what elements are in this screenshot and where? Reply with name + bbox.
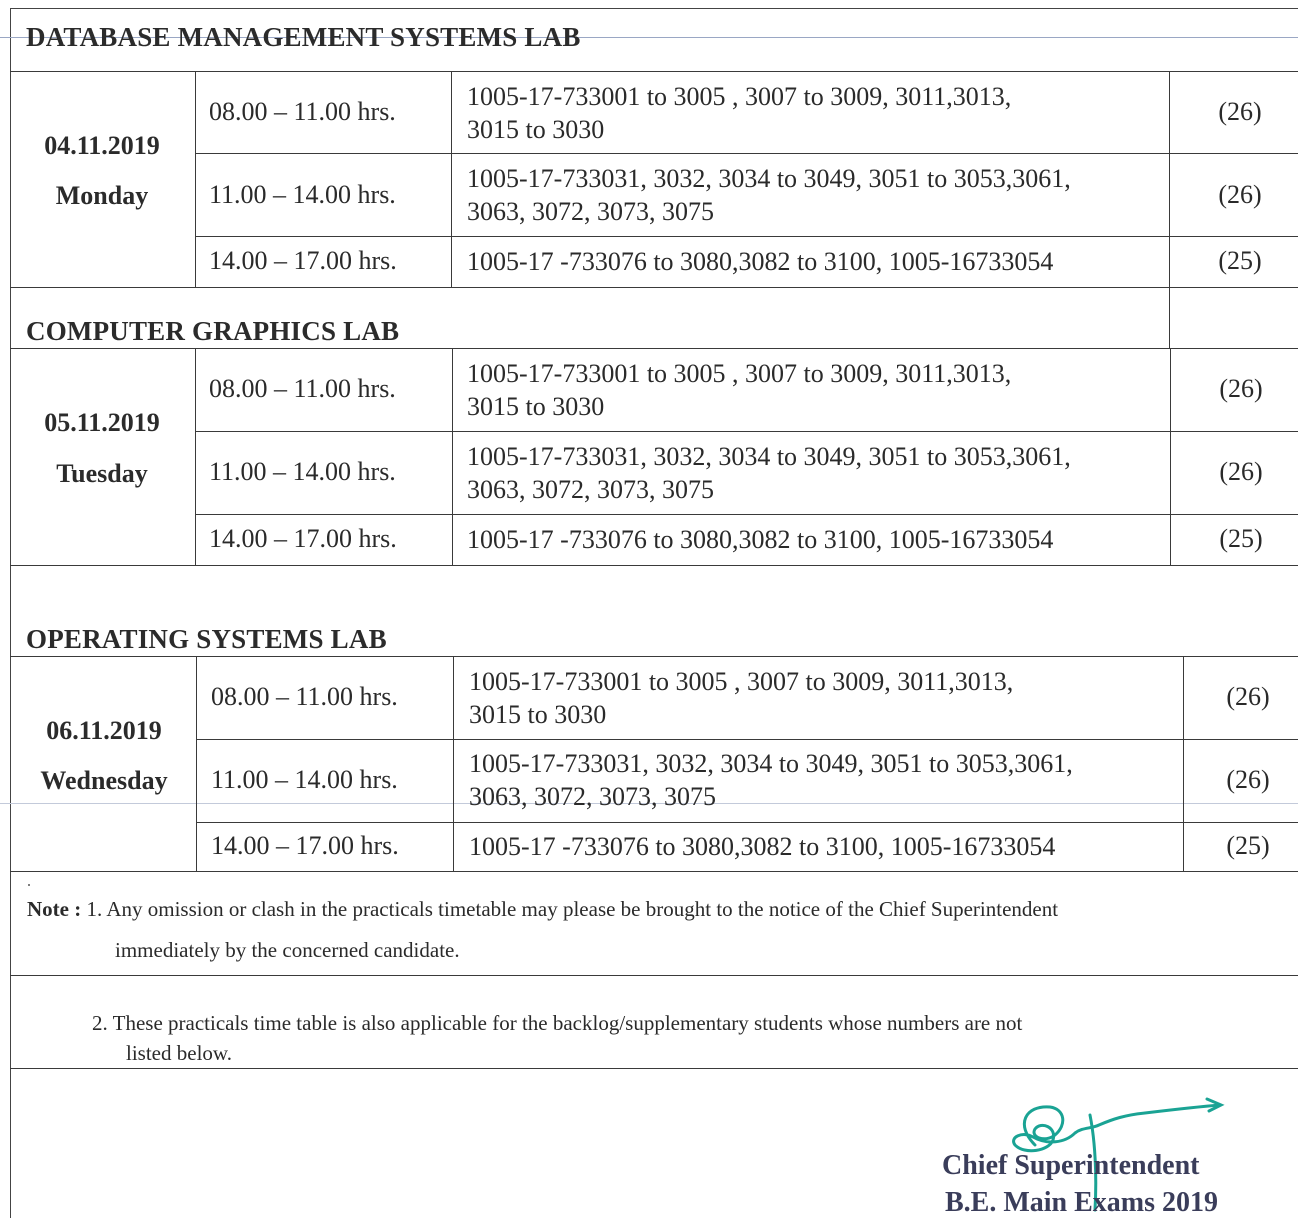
speck bbox=[28, 884, 30, 886]
rule bbox=[452, 348, 453, 565]
note-label: Note : bbox=[27, 897, 82, 921]
roll-numbers: 1005-17-733001 to 3005 , 3007 to 3009, 3011,3013, 3015 to 3030 bbox=[467, 359, 1012, 421]
candidate-count: (26) bbox=[1218, 97, 1262, 126]
roll-numbers: 1005-17 -733076 to 3080,3082 to 3100, 1005-16733054 bbox=[469, 832, 1056, 861]
roll-numbers: 1005-17-733001 to 3005 , 3007 to 3009, 3011,3013, 3015 to 3030 bbox=[467, 82, 1012, 144]
section-title-dbms: DATABASE MANAGEMENT SYSTEMS LAB bbox=[26, 22, 581, 52]
section-title-os: OPERATING SYSTEMS LAB bbox=[26, 624, 387, 654]
slot-time: 08.00 – 11.00 hrs. bbox=[209, 97, 396, 126]
rule bbox=[195, 348, 196, 565]
rule bbox=[10, 871, 1298, 872]
rule bbox=[196, 739, 1298, 740]
candidate-count: (26) bbox=[1226, 765, 1270, 794]
exam-day: Wednesday bbox=[40, 766, 168, 795]
candidate-count: (26) bbox=[1219, 457, 1263, 486]
exam-date: 04.11.2019 bbox=[44, 131, 160, 160]
rule bbox=[10, 1068, 1298, 1069]
rule bbox=[196, 656, 197, 871]
rule bbox=[10, 287, 1298, 288]
rule bbox=[10, 71, 1298, 72]
slot-time: 08.00 – 11.00 hrs. bbox=[209, 374, 396, 403]
slot-time: 08.00 – 11.00 hrs. bbox=[211, 682, 398, 711]
rule bbox=[10, 975, 1298, 976]
note-2-line-2: listed below. bbox=[126, 1041, 232, 1065]
rule bbox=[1183, 656, 1184, 871]
roll-numbers: 1005-17 -733076 to 3080,3082 to 3100, 1005-16733054 bbox=[467, 525, 1054, 554]
section-title-graphics: COMPUTER GRAPHICS LAB bbox=[26, 316, 400, 346]
slot-time: 14.00 – 17.00 hrs. bbox=[209, 524, 397, 553]
candidate-count: (26) bbox=[1226, 682, 1270, 711]
rule bbox=[10, 565, 1298, 566]
rule bbox=[10, 348, 1298, 349]
candidate-count: (25) bbox=[1218, 246, 1262, 275]
exam-day: Tuesday bbox=[56, 459, 148, 488]
slot-time: 14.00 – 17.00 hrs. bbox=[211, 831, 399, 860]
candidate-count: (26) bbox=[1218, 180, 1262, 209]
roll-numbers: 1005-17 -733076 to 3080,3082 to 3100, 1005-16733054 bbox=[467, 247, 1054, 276]
rule bbox=[195, 431, 1298, 432]
rule bbox=[1169, 71, 1170, 287]
signature-subtitle: B.E. Main Exams 2019 bbox=[945, 1187, 1219, 1218]
rule bbox=[195, 514, 1298, 515]
slot-time: 11.00 – 14.00 hrs. bbox=[211, 765, 398, 794]
candidate-count: (25) bbox=[1226, 831, 1270, 860]
rule bbox=[453, 656, 454, 871]
rule bbox=[1169, 287, 1170, 348]
candidate-count: (26) bbox=[1219, 374, 1263, 403]
rule bbox=[451, 71, 452, 287]
rule bbox=[1170, 348, 1171, 565]
rule bbox=[195, 236, 1298, 237]
candidate-count: (25) bbox=[1219, 524, 1263, 553]
signature-title: Chief Superintendent bbox=[942, 1150, 1200, 1181]
note-2-line-1: 2. These practicals time table is also applicable for the backlog/supplementary students whose numbers are not bbox=[92, 1011, 1023, 1035]
rule bbox=[195, 153, 1298, 154]
rule bbox=[10, 656, 1298, 657]
roll-numbers: 1005-17-733031, 3032, 3034 to 3049, 3051 to 3053,3061, 3063, 3072, 3073, 3075 bbox=[469, 749, 1073, 811]
rule bbox=[195, 71, 196, 287]
note-1-line-1: Note : 1. Any omission or clash in the practicals timetable may please be brought to the notice of the Chief Superintendent bbox=[27, 897, 1059, 921]
roll-numbers: 1005-17-733001 to 3005 , 3007 to 3009, 3011,3013, 3015 to 3030 bbox=[469, 667, 1014, 729]
roll-numbers: 1005-17-733031, 3032, 3034 to 3049, 3051 to 3053,3061, 3063, 3072, 3073, 3075 bbox=[467, 442, 1071, 504]
exam-date: 05.11.2019 bbox=[44, 408, 160, 437]
note-1-line-2: immediately by the concerned candidate. bbox=[115, 938, 460, 962]
rule bbox=[196, 822, 1298, 823]
roll-numbers: 1005-17-733031, 3032, 3034 to 3049, 3051 to 3053,3061, 3063, 3072, 3073, 3075 bbox=[467, 164, 1071, 226]
exam-date: 06.11.2019 bbox=[46, 716, 162, 745]
slot-time: 11.00 – 14.00 hrs. bbox=[209, 180, 396, 209]
exam-day: Monday bbox=[55, 181, 149, 210]
slot-time: 14.00 – 17.00 hrs. bbox=[209, 246, 397, 275]
slot-time: 11.00 – 14.00 hrs. bbox=[209, 457, 396, 486]
